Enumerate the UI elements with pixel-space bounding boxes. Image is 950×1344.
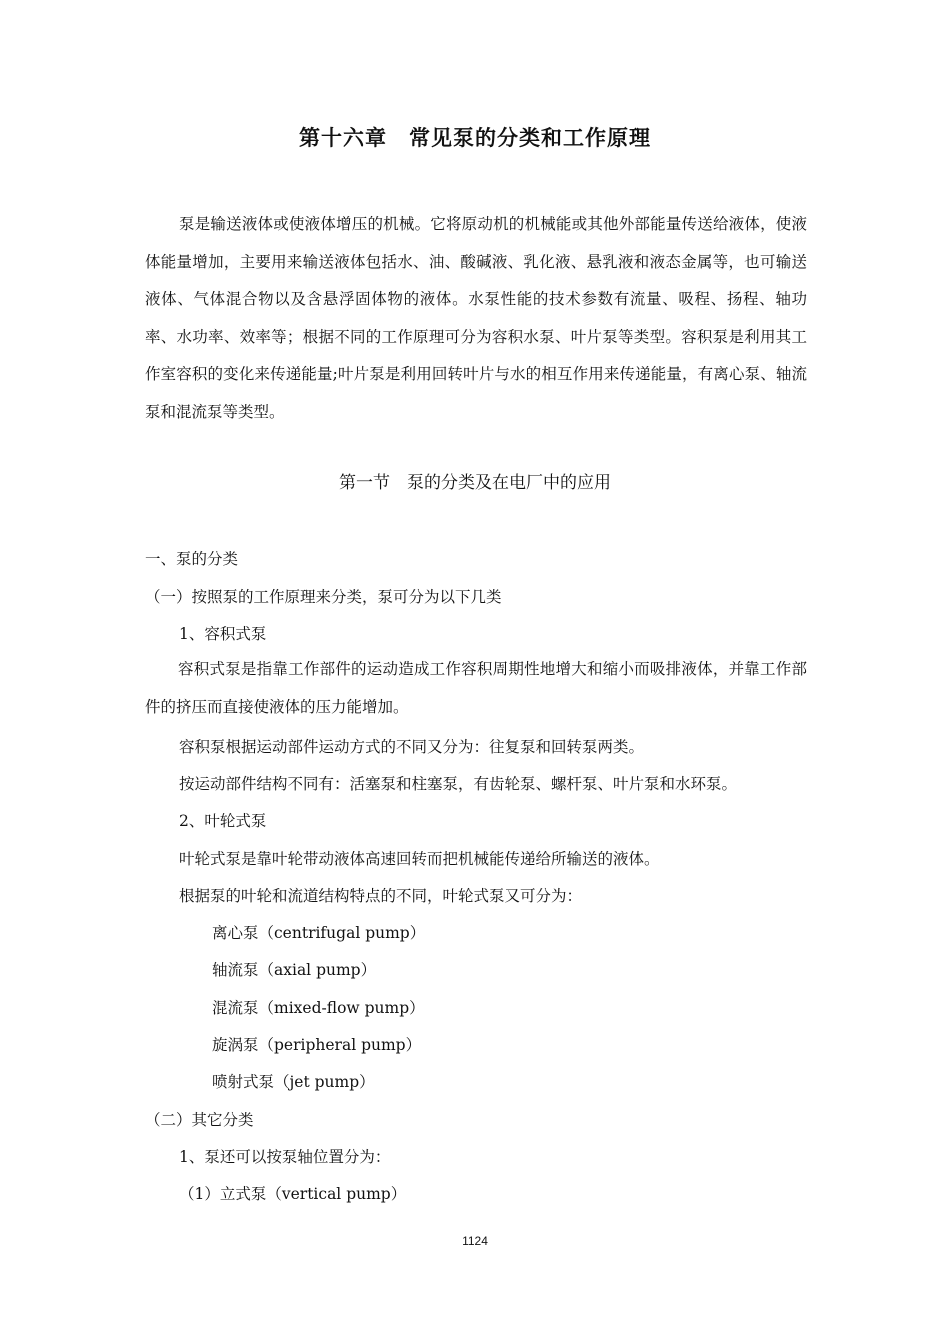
item-impeller-pump: 2、叶轮式泵 <box>179 812 267 830</box>
item-vertical-pump: （1）立式泵（vertical pump） <box>179 1185 407 1203</box>
pump-type-peripheral: 旋涡泵（peripheral pump） <box>212 1036 422 1054</box>
pump-type-centrifugal: 离心泵（centrifugal pump） <box>212 924 426 942</box>
page-number: 1124 <box>462 1234 488 1248</box>
item-by-shaft-position: 1、泵还可以按泵轴位置分为： <box>179 1148 391 1166</box>
pump-type-mixed-flow: 混流泵（mixed-flow pump） <box>212 999 425 1017</box>
intro-paragraph: 泵是输送液体或使液体增压的机械。它将原动机的机械能或其他外部能量传送给液体，使液体能量增加，主要用来输送液体包括水、油、酸碱液、乳化液、悬乳液和液态金属等，也可输送液体、气体混合物以及含悬浮固体物的液体。水泵性能的技术参数有流量、吸程、扬程、轴功率、水功率、效率等；根据不同的工作原理可分为容积水泵、叶片泵等类型。容积泵是利用其工作室容积的变化来传递能量;叶片泵是利用回转叶片与水的相互作用来传递能量，有离心泵、轴流泵和混流泵等类型。 <box>145 215 807 421</box>
paragraph-displacement-definition: 容积式泵是指靠工作部件的运动造成工作容积周期性地增大和缩小而吸排液体，并靠工作部件的挤压而直接使液体的压力能增加。 <box>145 660 807 716</box>
paragraph-impeller-types-intro: 根据泵的叶轮和流道结构特点的不同，叶轮式泵又可分为： <box>179 887 583 905</box>
paragraph-displacement-structures: 按运动部件结构不同有：活塞泵和柱塞泵，有齿轮泵、螺杆泵、叶片泵和水环泵。 <box>179 775 738 793</box>
subheading-by-working-principle: （一）按照泵的工作原理来分类，泵可分为以下几类 <box>145 588 502 606</box>
item-positive-displacement-pump: 1、容积式泵 <box>179 625 267 643</box>
pump-type-jet: 喷射式泵（jet pump） <box>212 1073 375 1091</box>
paragraph-displacement-types: 容积泵根据运动部件运动方式的不同又分为：往复泵和回转泵两类。 <box>179 738 645 756</box>
pump-type-axial: 轴流泵（axial pump） <box>212 961 377 979</box>
section-title: 第一节 泵的分类及在电厂中的应用 <box>339 473 611 493</box>
chapter-title: 第十六章 常见泵的分类和工作原理 <box>299 126 651 150</box>
heading-pump-classification: 一、泵的分类 <box>145 550 239 568</box>
paragraph-impeller-definition: 叶轮式泵是靠叶轮带动液体高速回转而把机械能传递给所输送的液体。 <box>179 850 660 868</box>
subheading-other-classification: （二）其它分类 <box>145 1111 254 1129</box>
